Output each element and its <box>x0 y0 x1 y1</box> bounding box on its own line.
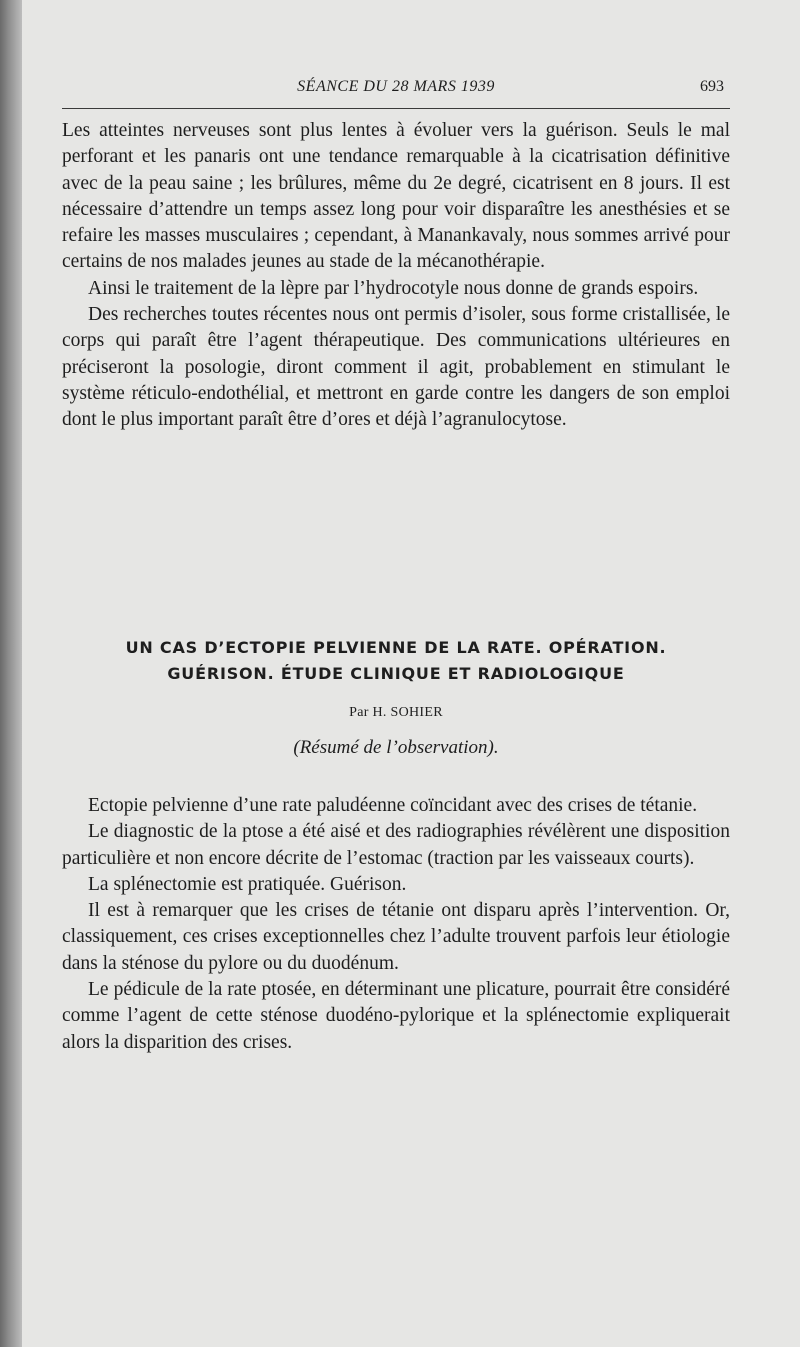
paragraph: Ectopie pelvienne d’une rate paludéenne coïncidant avec des crises de tétanie. <box>88 795 698 816</box>
header-rule <box>62 108 730 109</box>
running-title: SÉANCE DU 28 MARS 1939 <box>297 78 495 95</box>
paragraph: Le diagnostic de la ptose a été aisé et des radiographies révélèrent une disposition particulière et non encore décrite de l’estomac (traction par les vaisseaux courts). <box>62 821 730 869</box>
book-spine-shadow <box>0 0 22 1347</box>
continuation-text <box>62 118 730 434</box>
author-byline: Par H. SOHIER <box>349 705 443 720</box>
article-title <box>62 635 730 687</box>
paragraph: Les atteintes nerveuses sont plus lentes à évoluer vers la guérison. Seuls le mal perforant et les panaris ont une tendance remarquable à la cicatrisation définitive avec de la peau saine ; les brûlures, même du 2e degré, cicatrisent en 8 jours. Il est nécessaire d’attendre un temps assez long pour voir disparaître les anesthésies et se refaire les masses musculaires ; cependant, à Manankavaly, nous sommes arrivé pour certains de nos malades jeunes au stade de la mécanothérapie. <box>62 120 730 273</box>
paragraph: Ainsi le traitement de la lèpre par l’hydrocotyle nous donne de grands espoirs. <box>88 277 699 299</box>
paragraph: Le pédicule de la rate ptosée, en déterminant une plicature, pourrait être considéré comme l’agent de cette sténose duodéno-pylorique et la splénectomie expliquerait alors la disparition des crises. <box>62 979 730 1053</box>
paragraph: La splénectomie est pratiquée. Guérison. <box>88 873 407 895</box>
page-number: 693 <box>700 78 724 95</box>
book-page <box>22 0 800 1347</box>
article-subtitle: (Résumé de l’observation). <box>293 737 499 758</box>
article-title-line: GUÉRISON. ÉTUDE CLINIQUE ET RADIOLOGIQUE <box>167 664 625 683</box>
paragraph: Des recherches toutes récentes nous ont permis d’isoler, sous forme cristallisée, le corps qui paraît être l’agent thérapeutique. Des communications ultérieures en préciseront la posologie, diront comment il agit, probablement en stimulant le système réticulo-endothélial, et mettront en garde contre les dangers de son emploi dont le plus important paraît être d’ores et déjà l’agranulocytose. <box>62 304 730 431</box>
article-title-line: UN CAS D’ECTOPIE PELVIENNE DE LA RATE. OPÉRATION. <box>125 638 667 657</box>
running-head <box>62 78 730 102</box>
paragraph: Il est à remarquer que les crises de tétanie ont disparu après l’intervention. Or, classiquement, ces crises exceptionnelles chez l’adulte trouvent parfois leur étiologie dans la sténose du pylore ou du duodénum. <box>62 900 730 974</box>
article-body <box>62 793 730 1056</box>
